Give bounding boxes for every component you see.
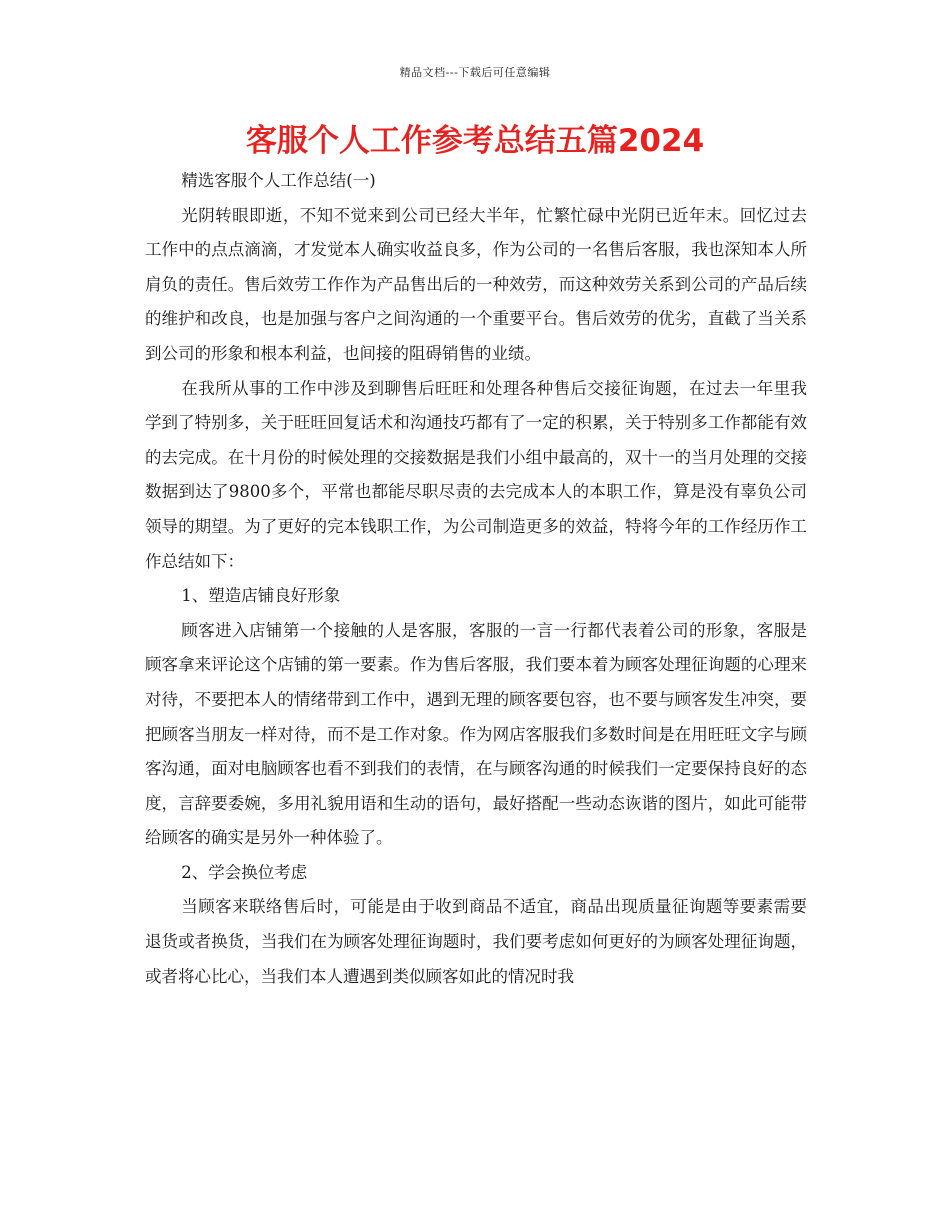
section-heading: 精选客服个人工作总结(一) [181,171,376,190]
body-paragraph: 当顾客来联络售后时，可能是由于收到商品不适宜，商品出现质量征询题等要素需要退货或者换货，当我们在为顾客处理征询题时，我们要考虑如何更好的为顾客处理征询题，或者将心比心，当我们本人遭遇到类似顾客如此的情况时我 [145,897,807,986]
header-note: 精品文档---下载后可任意编辑 [399,66,551,79]
section-heading: 2、学会换位考虑 [181,862,308,882]
body-paragraph: 顾客进入店铺第一个接触的人是客服，客服的一言一行都代表着公司的形象，客服是顾客拿来评论这个店铺的第一要素。作为售后客服，我们要本着为顾客处理征询题的心理来对待，不要把本人的情绪带到工作中，遇到无理的顾客要包容，也不要与顾客发生冲突，要把顾客当朋友一样对待，而不是工作对象。作为网店客服我们多数时间是在用旺旺文字与顾客沟通，面对电脑顾客也看不到我们的表情，在与顾客沟通的时候我们一定要保持良好的态度，言辞要委婉，多用礼貌用语和生动的语句，最好搭配一些动态诙谐的图片，如此可能带给顾客的确实是另外一种体验了。 [145,620,807,848]
document-title: 客服个人工作参考总结五篇2024 [245,123,705,159]
section-heading: 1、塑造店铺良好形象 [181,586,341,606]
body-paragraph: 在我所从事的工作中涉及到聊售后旺旺和处理各种售后交接征询题，在过去一年里我学到了特别多，关于旺旺回复话术和沟通技巧都有了一定的积累，关于特别多工作都能有效的去完成。在十月份的时候处理的交接数据是我们小组中最高的，双十一的当月处理的交接数据到达了9800多个，平常也都能尽职尽责的去完成本人的本职工作，算是没有辜负公司领导的期望。为了更好的完本钱职工作，为公司制造更多的效益，特将今年的工作经历作工作总结如下： [145,378,807,571]
body-paragraph: 光阴转眼即逝，不知不觉来到公司已经大半年，忙繁忙碌中光阴已近年末。回忆过去工作中的点点滴滴，才发觉本人确实收益良多，作为公司的一名售后客服，我也深知本人所肩负的责任。售后效劳工作作为产品售出后的一种效劳，而这种效劳关系到公司的产品后续的维护和改良，也是加强与客户之间沟通的一个重要平台。售后效劳的优劣，直截了当关系到公司的形象和根本利益，也间接的阻碍销售的业绩。 [145,205,807,363]
document-body [145,164,807,994]
